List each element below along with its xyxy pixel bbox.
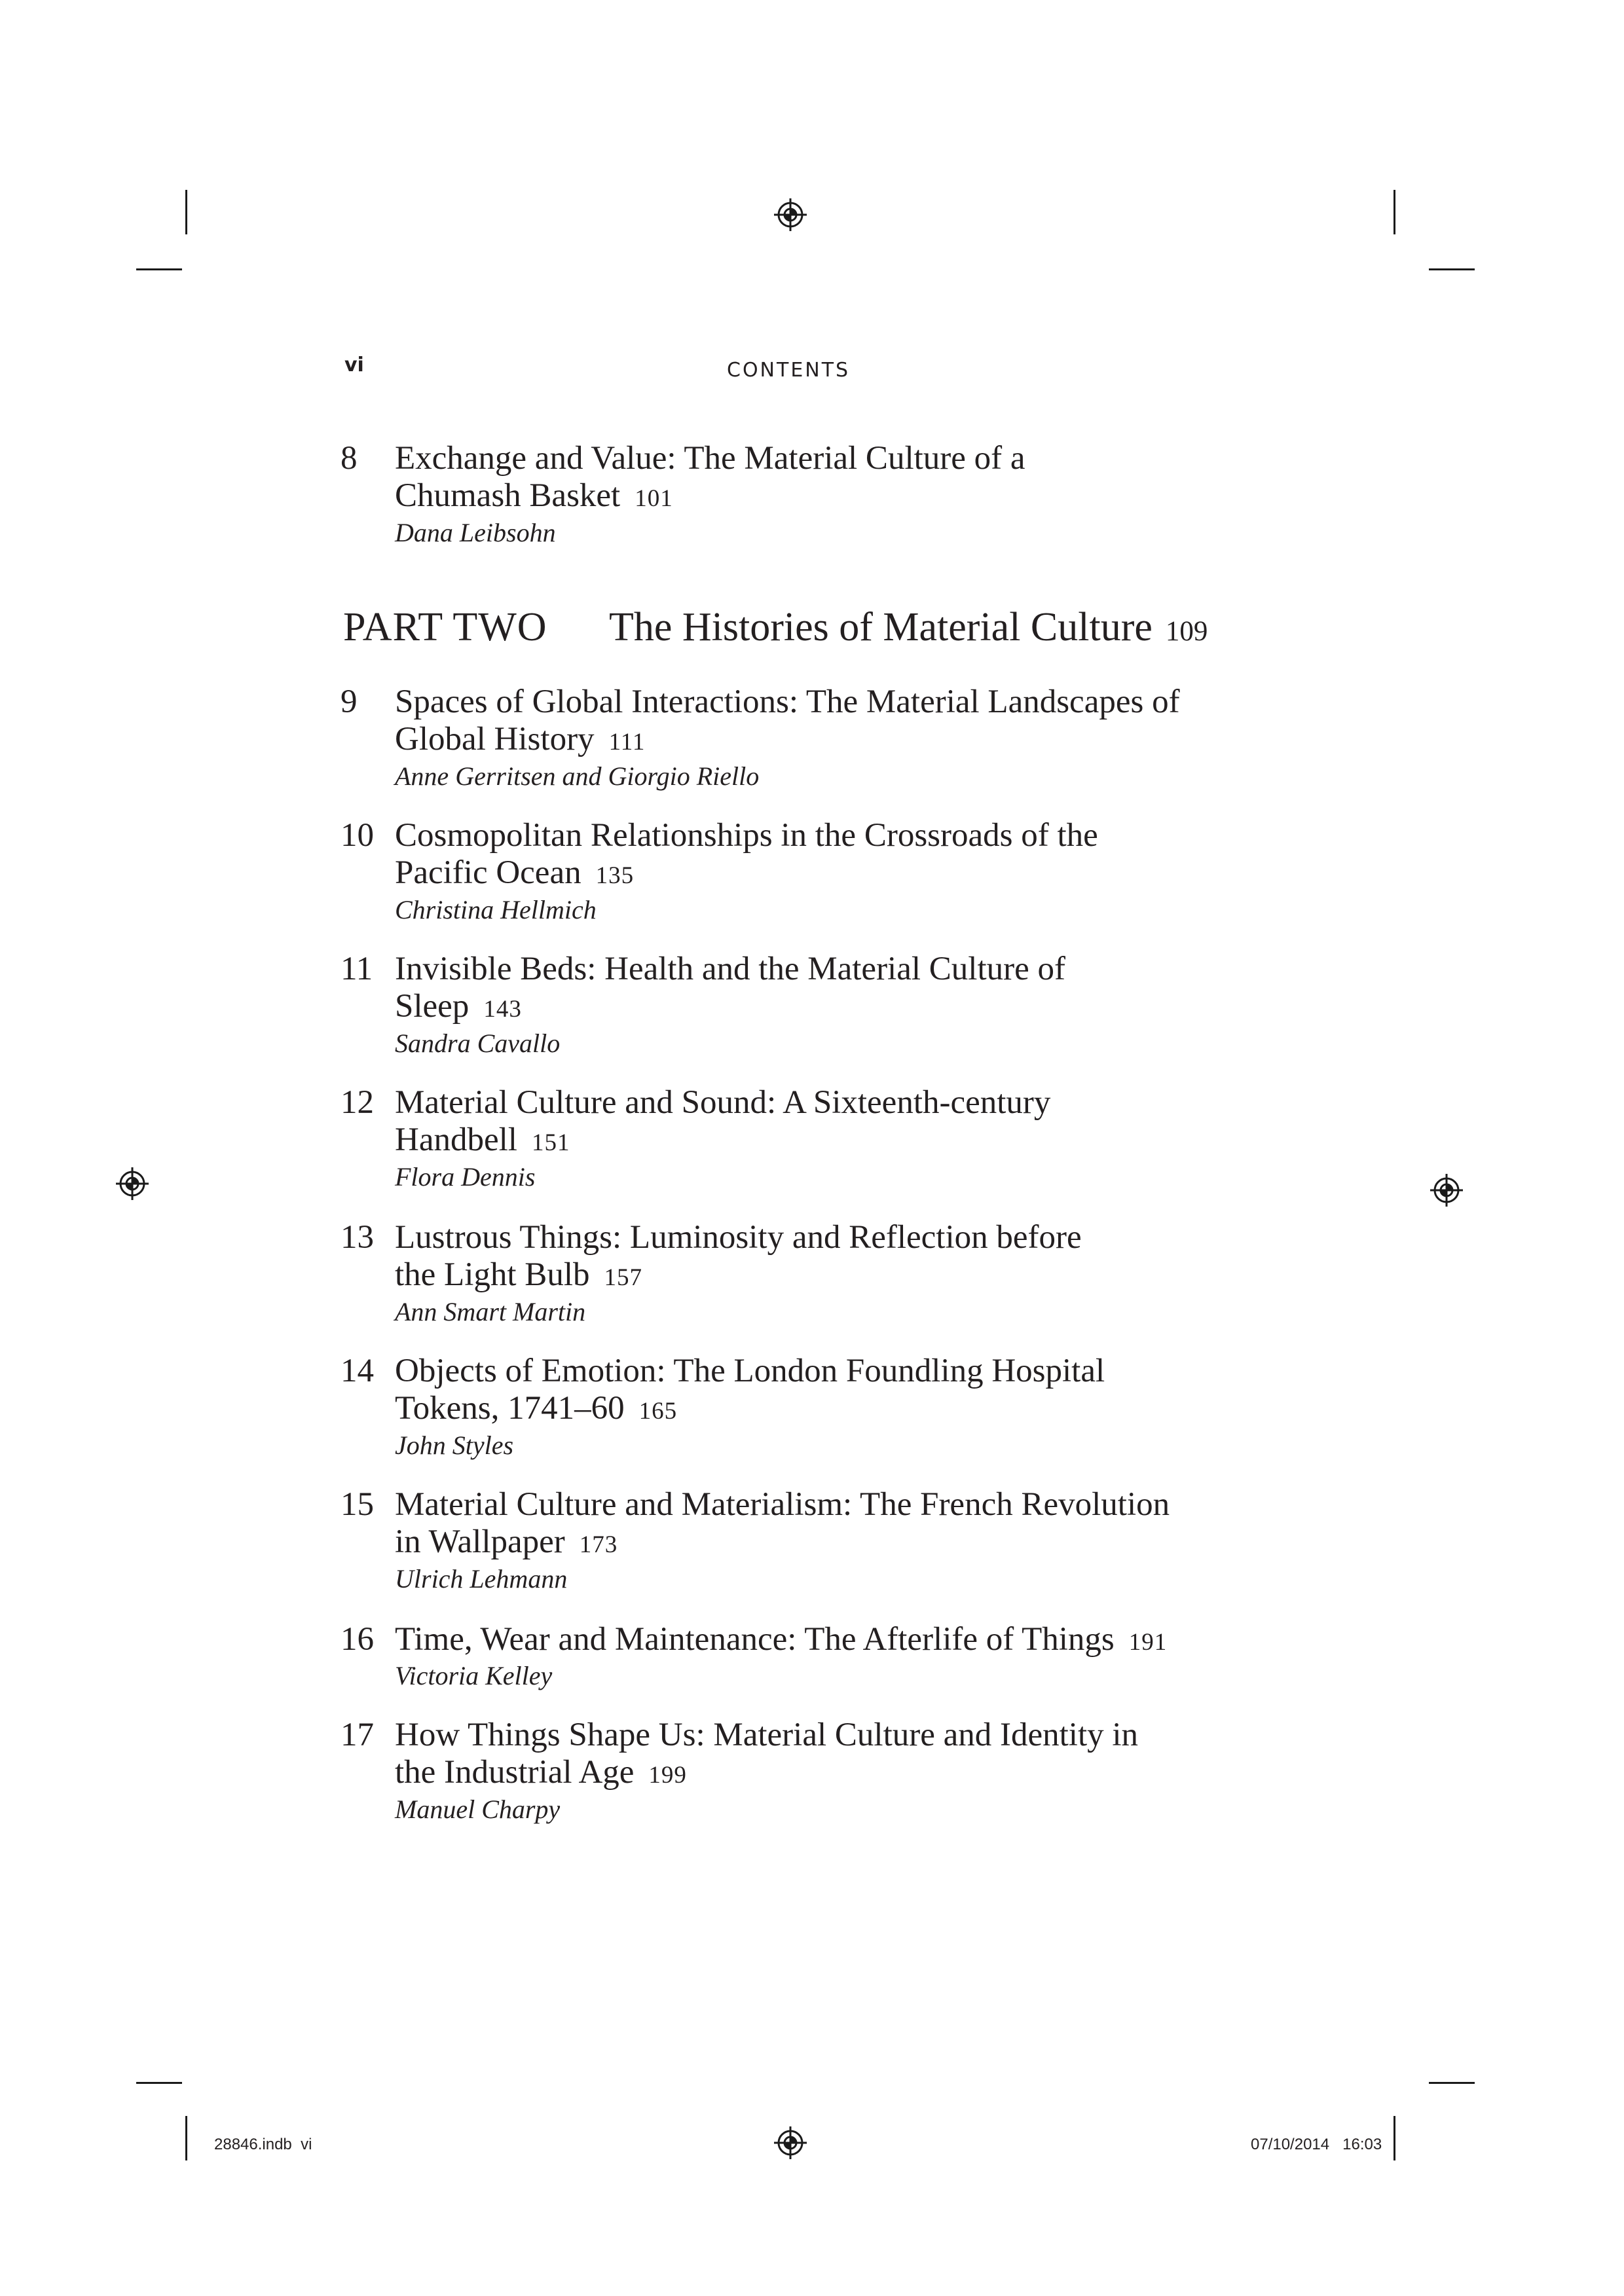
- part-title: [609, 604, 1208, 655]
- chapter-author: Ann Smart Martin: [395, 1297, 586, 1326]
- chapter-page: 173: [579, 1531, 618, 1558]
- part-page: 109: [1165, 616, 1208, 647]
- chapter-title-line: Exchange and Value: The Material Culture of a: [395, 440, 1025, 477]
- chapter-author: Anne Gerritsen and Giorgio Riello: [395, 761, 760, 791]
- chapter-title-line: Handbell: [395, 1121, 517, 1158]
- chapter-title-line: Chumash Basket: [395, 477, 621, 514]
- chapter-title-line: Material Culture and Sound: A Sixteenth-century: [395, 1084, 1051, 1121]
- chapter-title-line: Objects of Emotion: The London Foundling Hospital: [395, 1353, 1105, 1389]
- chapter-title: [395, 683, 1312, 761]
- crop-mark-bottom-right-horizontal: [1429, 2082, 1475, 2084]
- crop-mark-top-right-horizontal: [1429, 268, 1475, 270]
- chapter-title-line: Global History: [395, 721, 595, 757]
- chapter-number: 12: [341, 1084, 374, 1121]
- crop-mark-top-left-horizontal: [136, 268, 182, 270]
- chapter-title: [395, 1084, 1312, 1161]
- chapter-page: 111: [608, 729, 646, 756]
- running-head: CONTENTS: [727, 359, 851, 382]
- crop-mark-bottom-left-horizontal: [136, 2082, 182, 2084]
- chapter-title: [395, 1486, 1312, 1563]
- chapter-author: Ulrich Lehmann: [395, 1564, 568, 1594]
- chapter-number: 11: [341, 951, 373, 987]
- chapter-title: [395, 1219, 1312, 1296]
- chapter-title-line: the Light Bulb: [395, 1256, 590, 1293]
- registration-mark-right-icon: [1430, 1174, 1463, 1207]
- chapter-page: 165: [638, 1398, 678, 1425]
- chapter-number: 10: [341, 817, 374, 854]
- chapter-page: 101: [635, 485, 673, 512]
- chapter-title-line: the Industrial Age: [395, 1754, 635, 1791]
- chapter-title-line: Sleep: [395, 988, 470, 1025]
- chapter-author: Christina Hellmich: [395, 895, 597, 924]
- chapter-title: [395, 1717, 1312, 1794]
- chapter-title: [395, 817, 1312, 894]
- chapter-title: [395, 951, 1312, 1028]
- chapter-number: 14: [341, 1353, 374, 1389]
- slug-timestamp: 07/10/2014 16:03: [1251, 2136, 1382, 2153]
- chapter-page: 135: [595, 862, 635, 889]
- chapter-title-line: Spaces of Global Interactions: The Material Landscapes of: [395, 683, 1180, 720]
- crop-mark-bottom-right-vertical: [1393, 2116, 1395, 2160]
- part-title-text: The Histories of Material Culture: [609, 605, 1153, 649]
- chapter-author: John Styles: [395, 1430, 514, 1460]
- chapter-title: [395, 1621, 1312, 1661]
- registration-mark-bottom-icon: [774, 2126, 807, 2159]
- chapter-page: 143: [483, 996, 522, 1023]
- chapter-number: 13: [341, 1219, 374, 1256]
- chapter-page: 151: [531, 1129, 570, 1156]
- chapter-number: 15: [341, 1486, 374, 1523]
- chapter-number: 8: [341, 440, 358, 477]
- chapter-number: 9: [341, 683, 358, 720]
- chapter-title-line: Tokens, 1741–60: [395, 1390, 625, 1427]
- chapter-number: 17: [341, 1717, 374, 1753]
- page-folio: vi: [344, 354, 364, 376]
- chapter-author: Sandra Cavallo: [395, 1029, 561, 1058]
- crop-mark-top-left-vertical: [185, 190, 187, 234]
- chapter-author: Flora Dennis: [395, 1162, 536, 1192]
- chapter-title-line: Material Culture and Materialism: The French Revolution: [395, 1486, 1170, 1523]
- registration-mark-top-icon: [774, 198, 807, 231]
- chapter-page: 199: [648, 1762, 687, 1789]
- crop-mark-top-right-vertical: [1393, 190, 1395, 234]
- chapter-author: Victoria Kelley: [395, 1661, 553, 1690]
- chapter-title-line: Pacific Ocean: [395, 854, 581, 891]
- chapter-title: [395, 1353, 1312, 1430]
- chapter-title-line: in Wallpaper: [395, 1523, 565, 1560]
- part-label: PART TWO: [343, 605, 547, 649]
- chapter-title-line: Cosmopolitan Relationships in the Crossroads of the: [395, 817, 1098, 854]
- chapter-title-line: Time, Wear and Maintenance: The Afterlife of Things: [395, 1621, 1115, 1658]
- chapter-title-line: Lustrous Things: Luminosity and Reflection before: [395, 1219, 1082, 1256]
- chapter-page: 157: [604, 1264, 642, 1291]
- chapter-number: 16: [341, 1621, 374, 1658]
- chapter-title-line: How Things Shape Us: Material Culture and Identity in: [395, 1717, 1139, 1753]
- chapter-author: Manuel Charpy: [395, 1795, 561, 1824]
- slug-filename: 28846.indb vi: [214, 2136, 312, 2153]
- chapter-page: 191: [1128, 1629, 1168, 1656]
- crop-mark-bottom-left-vertical: [185, 2116, 187, 2160]
- chapter-title: [395, 440, 1312, 517]
- registration-mark-left-icon: [116, 1167, 149, 1200]
- chapter-title-line: Invisible Beds: Health and the Material Culture of: [395, 951, 1065, 987]
- chapter-author: Dana Leibsohn: [395, 518, 556, 547]
